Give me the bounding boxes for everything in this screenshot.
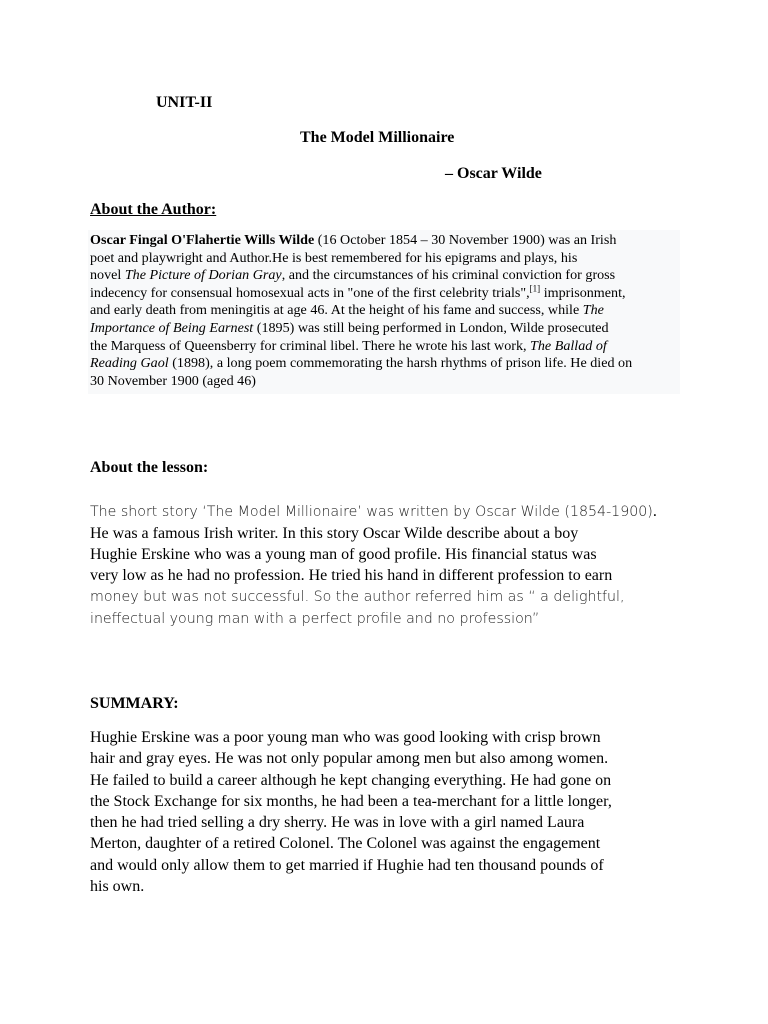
text-line	[90, 608, 690, 630]
text-segment: very low as he had no profession. He tried his hand in different profession to earn	[90, 567, 613, 584]
text-line	[90, 812, 690, 833]
text-line	[90, 232, 680, 250]
text-line	[90, 355, 680, 373]
text-segment: The	[582, 302, 604, 319]
text-line	[90, 565, 690, 586]
author-bio-paragraph	[88, 230, 680, 394]
text-segment: and early death from meningitis at age 46. At the height of his fame and success, while	[90, 302, 583, 319]
text-line	[90, 285, 680, 303]
text-segment: Hughie Erskine who was a young man of good profile. His financial status was	[90, 546, 597, 563]
text-segment: novel	[90, 267, 125, 284]
text-segment: imprisonment,	[540, 284, 626, 301]
text-line	[90, 302, 680, 320]
about-lesson-heading: About the lesson:	[90, 459, 209, 476]
text-segment: [1]	[529, 283, 541, 294]
text-line	[90, 770, 690, 791]
text-segment: then he had tried selling a dry sherry. He was in love with a girl named Laura	[90, 814, 585, 832]
text-segment: the Stock Exchange for six months, he had been a tea-merchant for a little longer,	[90, 792, 612, 810]
text-line	[90, 338, 680, 356]
text-segment: He failed to build a career although he kept changing everything. He had gone on	[90, 771, 612, 789]
text-segment: Hughie Erskine was a poor young man who was good looking with crisp brown	[90, 729, 601, 746]
text-line	[90, 267, 680, 285]
text-segment: Reading Gaol	[90, 355, 169, 372]
summary-heading: SUMMARY:	[90, 695, 179, 712]
text-segment: and would only allow them to get married if Hughie had ten thousand pounds of	[90, 856, 604, 874]
text-line	[90, 373, 680, 391]
about-author-heading: About the Author:	[90, 201, 217, 218]
unit-label: UNIT-II	[156, 94, 213, 111]
text-segment: money but was not successful. So the author referred him as “ a delightful,	[90, 589, 625, 605]
text-segment: poet and playwright and Author.He is best remembered for his epigrams and plays, his	[90, 249, 578, 266]
text-segment: (1895) was still being performed in London, Wilde prosecuted	[253, 319, 609, 336]
text-segment: The Ballad of	[530, 337, 607, 354]
text-line	[90, 250, 680, 268]
text-segment: indecency for consensual homosexual acts in "one of the first celebrity trials",	[90, 284, 530, 301]
lesson-paragraph	[90, 501, 690, 630]
text-segment: hair and gray eyes. He was not only popular among men but also among women.	[90, 750, 609, 768]
text-segment: his own.	[90, 878, 145, 896]
story-title: The Model Millionaire	[300, 129, 455, 146]
text-line	[90, 791, 690, 812]
text-segment: the Marquess of Queensberry for criminal libel. There he wrote his last work,	[90, 337, 531, 354]
story-author: – Oscar Wilde	[445, 165, 542, 182]
text-segment: (1898), a long poem commemorating the harsh rhythms of prison life. He died on	[168, 355, 633, 372]
text-segment: Merton, daughter of a retired Colonel. The Colonel was against the engagement	[90, 835, 601, 853]
text-line	[90, 855, 690, 876]
text-line	[90, 833, 690, 854]
summary-paragraph	[90, 727, 690, 897]
text-segment: He was a famous Irish writer. In this story Oscar Wilde describe about a boy	[90, 525, 579, 542]
text-line	[90, 501, 690, 523]
text-line	[90, 876, 690, 897]
text-segment: 30 November 1900 (aged 46)	[90, 372, 256, 389]
text-segment: Oscar Fingal O'Flahertie Wills Wilde	[90, 232, 315, 248]
text-line	[90, 544, 690, 565]
text-line	[90, 523, 690, 544]
text-line	[90, 727, 690, 748]
text-line	[90, 586, 690, 608]
text-segment: The Picture of Dorian Gray	[124, 267, 282, 284]
text-segment: Importance of Being Earnest	[90, 319, 254, 336]
text-line	[90, 748, 690, 769]
text-segment: The short story ‘The Model Millionaire’ was written by Oscar Wilde (1854-1900)	[90, 504, 653, 520]
text-segment: , and the circumstances of his criminal conviction for gross	[281, 267, 616, 284]
text-segment: .	[652, 503, 657, 520]
text-segment: (16 October 1854 – 30 November 1900) was an Irish	[314, 232, 617, 248]
text-line	[90, 320, 680, 338]
text-segment: ineffectual young man with a perfect profile and no profession”	[90, 611, 540, 627]
